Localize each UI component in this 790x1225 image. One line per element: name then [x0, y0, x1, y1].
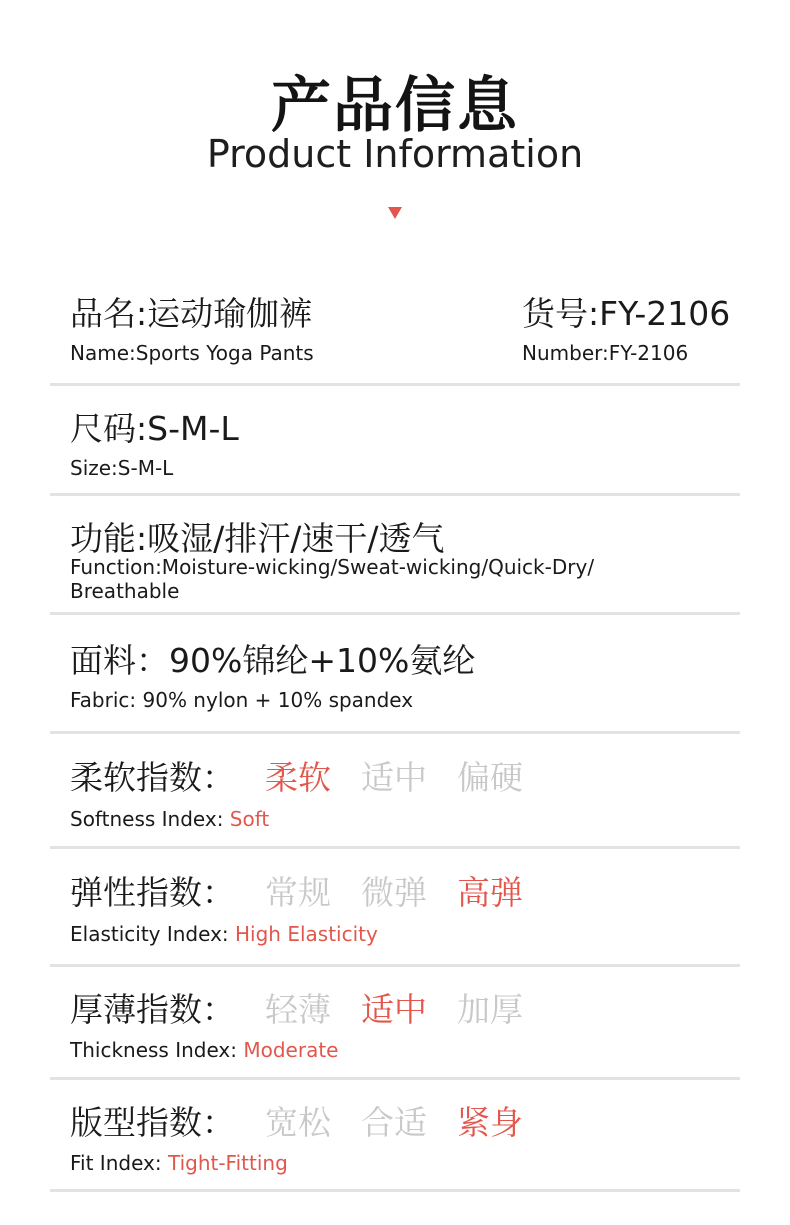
softness-index-en-label: Softness Index: [70, 807, 230, 831]
fit-index-en-value: Tight-Fitting [167, 1151, 288, 1175]
thickness-option: 轻薄 [265, 990, 331, 1029]
elasticity-option: 常规 [265, 873, 331, 912]
elasticity-option: 微弹 [361, 873, 427, 912]
page-title: 产品信息 [271, 71, 519, 141]
thickness-option: 适中 [361, 990, 427, 1029]
divider [50, 1077, 740, 1080]
softness-index-en-value: Soft [229, 807, 270, 831]
divider [50, 493, 740, 496]
fit-index-en [70, 1151, 288, 1175]
fabric-en: Fabric: 90% nylon + 10% spandex [70, 688, 414, 712]
size-cn: 尺码:S-M-L [70, 409, 239, 448]
item-number-cn: 货号:FY-2106 [522, 294, 731, 333]
softness-index-en [70, 807, 269, 831]
divider [50, 846, 740, 849]
page-subtitle: Product Information [206, 132, 584, 176]
thickness-index-en [70, 1038, 338, 1062]
triangle-down-icon [388, 207, 402, 219]
fit-option: 合适 [361, 1103, 427, 1142]
fabric-cn: 面料：90%锦纶+10%氨纶 [70, 641, 476, 680]
fit-index-row [70, 1097, 523, 1144]
function-cn: 功能:吸湿/排汗/速干/透气 [70, 519, 445, 558]
elasticity-option: 高弹 [457, 873, 523, 912]
product-name-cn: 品名:运动瑜伽裤 [70, 294, 313, 333]
size-en: Size:S-M-L [70, 456, 174, 480]
softness-index-row [70, 752, 523, 799]
elasticity-index-row [70, 867, 523, 914]
thickness-option: 加厚 [457, 990, 523, 1029]
softness-option: 偏硬 [457, 758, 523, 797]
fit-option: 紧身 [457, 1103, 523, 1142]
function-en-line1: Function:Moisture-wicking/Sweat-wicking/Quick-Dry/ [70, 555, 595, 579]
divider [50, 731, 740, 734]
product-name-en: Name:Sports Yoga Pants [70, 341, 314, 365]
divider [50, 1189, 740, 1192]
thickness-index-en-label: Thickness Index: [70, 1038, 244, 1062]
elasticity-index-en [70, 922, 378, 946]
item-number-en: Number:FY-2106 [522, 341, 689, 365]
divider [50, 612, 740, 615]
elasticity-index-en-label: Elasticity Index: [70, 922, 236, 946]
elasticity-index-label: 弹性指数： [70, 873, 235, 912]
thickness-index-label: 厚薄指数： [70, 990, 235, 1029]
divider [50, 383, 740, 386]
elasticity-index-en-value: High Elasticity [235, 922, 378, 946]
softness-option: 适中 [361, 758, 427, 797]
softness-index-label: 柔软指数： [70, 758, 235, 797]
divider [50, 964, 740, 967]
thickness-index-row [70, 984, 523, 1031]
fit-index-label: 版型指数： [70, 1103, 235, 1142]
fit-option: 宽松 [265, 1103, 331, 1142]
softness-option: 柔软 [265, 758, 331, 797]
function-en-line2: Breathable [70, 579, 180, 603]
fit-index-en-label: Fit Index: [70, 1151, 168, 1175]
thickness-index-en-value: Moderate [243, 1038, 339, 1062]
